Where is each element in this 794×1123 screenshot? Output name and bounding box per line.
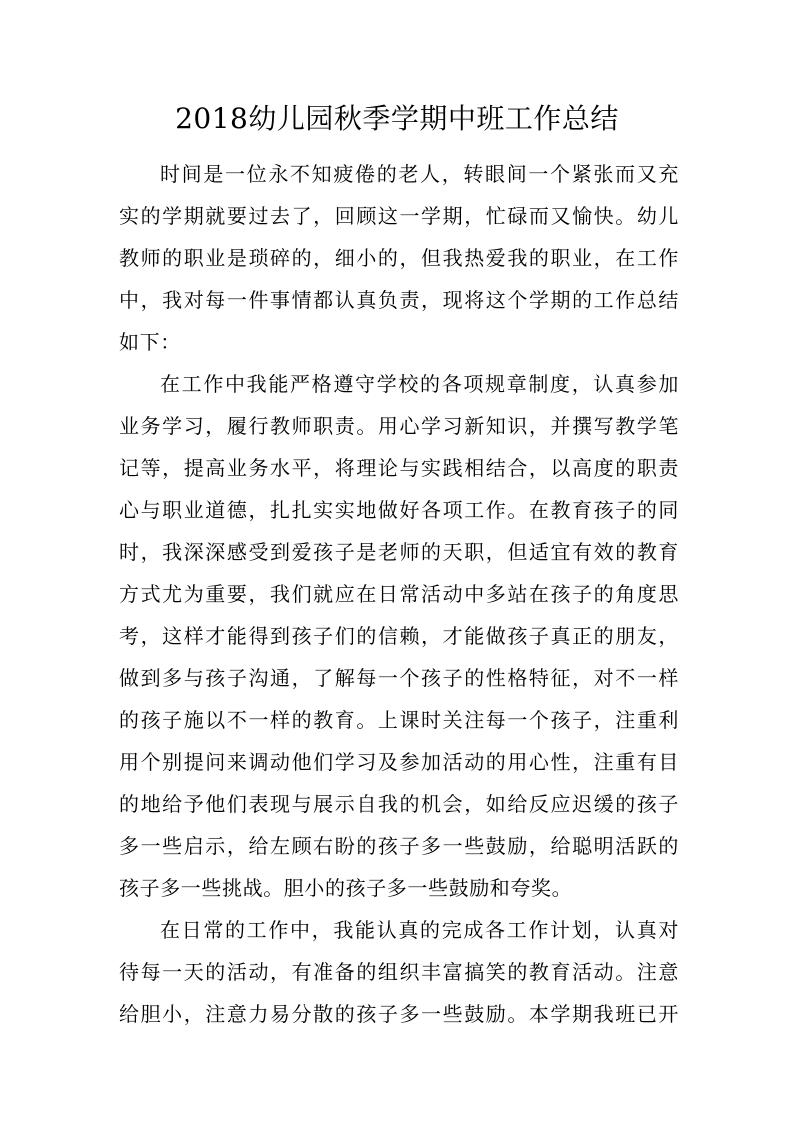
- paragraph-2-line-3: 记等，提高业务水平，将理论与实践相结合，以高度的职责: [119, 456, 679, 480]
- paragraph-2-line-11: 的地给予他们表现与展示自我的机会，如给反应迟缓的孩子: [119, 792, 679, 816]
- paragraph-2-line-2: 业务学习，履行教师职责。用心学习新知识，并撰写教学笔: [119, 414, 679, 438]
- paragraph-3-line-3: 给胆小，注意力易分散的孩子多一些鼓励。本学期我班已开: [119, 1002, 679, 1026]
- paragraph-2-line-4: 心与职业道德，扎扎实实地做好各项工作。在教育孩子的同: [119, 498, 679, 522]
- paragraph-2-line-12: 多一些启示，给左顾右盼的孩子多一些鼓励，给聪明活跃的: [119, 834, 679, 858]
- paragraph-2-line-10: 用个别提问来调动他们学习及参加活动的用心性，注重有目: [119, 750, 679, 774]
- paragraph-2-line-5: 时，我深深感受到爱孩子是老师的天职，但适宜有效的教育: [119, 540, 679, 564]
- paragraph-1-line-5: 如下：: [119, 330, 181, 354]
- paragraph-2-line-9: 的孩子施以不一样的教育。上课时关注每一个孩子，注重利: [119, 708, 679, 732]
- paragraph-3-line-1: 在日常的工作中，我能认真的完成各工作计划，认真对: [160, 918, 679, 942]
- paragraph-1-line-4: 中，我对每一件事情都认真负责，现将这个学期的工作总结: [119, 288, 679, 312]
- page-title: 2018幼儿园秋季学期中班工作总结: [175, 102, 619, 135]
- paragraph-1-line-1: 时间是一位永不知疲倦的老人，转眼间一个紧张而又充: [160, 162, 679, 186]
- paragraph-2-line-8: 做到多与孩子沟通，了解每一个孩子的性格特征，对不一样: [119, 666, 679, 690]
- paragraph-2-line-6: 方式尤为重要，我们就应在日常活动中多站在孩子的角度思: [119, 582, 679, 606]
- paragraph-2-line-7: 考，这样才能得到孩子们的信赖，才能做孩子真正的朋友，: [119, 624, 679, 648]
- paragraph-2-line-1: 在工作中我能严格遵守学校的各项规章制度，认真参加: [160, 372, 679, 396]
- paragraph-1-line-2: 实的学期就要过去了，回顾这一学期，忙碌而又愉快。幼儿: [119, 204, 679, 228]
- paragraph-1-line-3: 教师的职业是琐碎的，细小的，但我热爱我的职业，在工作: [119, 246, 679, 270]
- paragraph-2-line-13: 孩子多一些挑战。胆小的孩子多一些鼓励和夸奖。: [119, 876, 573, 900]
- paragraph-3-line-2: 待每一天的活动，有准备的组织丰富搞笑的教育活动。注意: [119, 960, 679, 984]
